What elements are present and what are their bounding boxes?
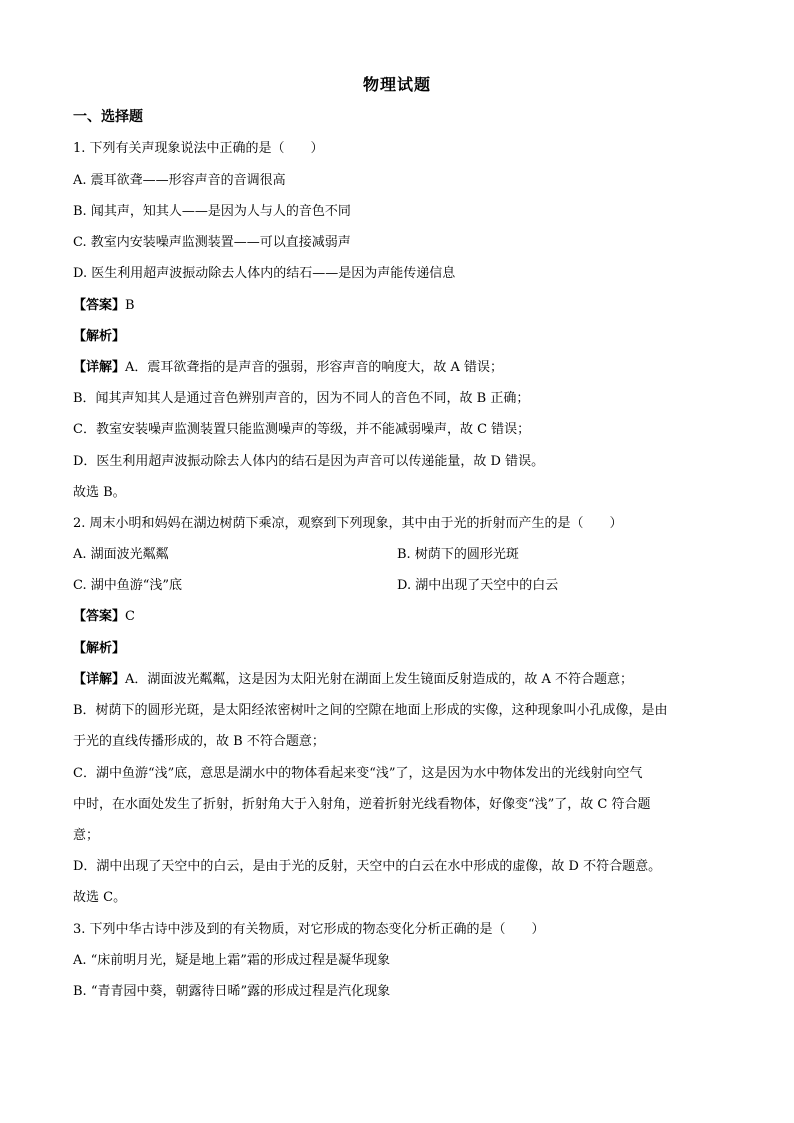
q2-analysis-label: 【解析】 bbox=[73, 641, 126, 656]
q1-answer-line bbox=[73, 297, 135, 315]
q2-option-d: D. 湖中出现了天空中的白云 bbox=[397, 578, 559, 593]
detail-label: 【详解】 bbox=[73, 672, 126, 687]
q1-option-c: C. 教室内安装噪声监测装置——可以直接减弱声 bbox=[73, 235, 351, 250]
q1-detail-d: D．医生利用超声波振动除去人体内的结石是因为声音可以传递能量，故 D 错误。 bbox=[73, 454, 545, 469]
q2-option-c: C. 湖中鱼游“浅”底 bbox=[73, 578, 183, 593]
q2-detail-c2: 中时，在水面处发生了折射，折射角大于入射角，逆着折射光线看物体，好像变“浅”了，故 C 符合题 bbox=[73, 797, 651, 812]
q2-detail-b2: 于光的直线传播形成的，故 B 不符合题意； bbox=[73, 734, 325, 749]
q2-stem: 2. 周末小明和妈妈在湖边树荫下乘凉，观察到下列现象，其中由于光的折射而产生的是（ ） bbox=[73, 516, 623, 531]
q2-answer-line bbox=[73, 608, 135, 626]
q2-detail-b1: B．树荫下的圆形光斑，是太阳经浓密树叶之间的空隙在地面上形成的实像，这种现象叫小孔成像，是由 bbox=[73, 703, 668, 718]
q1-detail-b: B．闻其声知其人是通过音色辨别声音的，因为不同人的音色不同，故 B 正确； bbox=[73, 391, 530, 406]
section-heading: 一、选择题 bbox=[73, 109, 143, 125]
q1-analysis-label: 【解析】 bbox=[73, 329, 126, 344]
q2-detail-c1: C．湖中鱼游“浅”底，意思是湖水中的物体看起来变“浅”了，这是因为水中物体发出的光线射向空气 bbox=[73, 766, 643, 781]
q1-detail-a bbox=[73, 359, 503, 377]
q1-answer: B bbox=[125, 298, 135, 313]
q1-option-a: A. 震耳欲聋——形容声音的音调很高 bbox=[73, 173, 286, 188]
q2-option-b: B. 树荫下的圆形光斑 bbox=[397, 547, 519, 562]
answer-label: 【答案】 bbox=[73, 609, 126, 624]
q2-option-a: A. 湖面波光粼粼 bbox=[73, 547, 169, 562]
answer-label: 【答案】 bbox=[73, 298, 126, 313]
q3-option-b: B. “青青园中葵，朝露待日晞”露的形成过程是汽化现象 bbox=[73, 984, 391, 999]
q1-stem: 1. 下列有关声现象说法中正确的是（ ） bbox=[73, 141, 324, 156]
q1-detail-a-text: A．震耳欲聋指的是声音的强弱，形容声音的响度大，故 A 错误； bbox=[125, 360, 504, 375]
q2-answer: C bbox=[125, 609, 135, 624]
page-title: 物理试题 bbox=[362, 75, 431, 94]
q2-conclusion: 故选 C。 bbox=[73, 890, 127, 905]
q2-detail-c3: 意； bbox=[73, 828, 100, 843]
q1-conclusion: 故选 B。 bbox=[73, 485, 126, 500]
q3-option-a: A. “床前明月光，疑是地上霜”霜的形成过程是凝华现象 bbox=[73, 953, 390, 968]
q3-stem: 3. 下列中华古诗中涉及到的有关物质，对它形成的物态变化分析正确的是（ ） bbox=[73, 922, 545, 937]
q2-detail-d: D．湖中出现了天空中的白云，是由于光的反射，天空中的白云在水中形成的虚像，故 D 不符合题意。 bbox=[73, 859, 662, 874]
q2-detail-a bbox=[73, 671, 633, 689]
q1-option-b: B. 闻其声，知其人——是因为人与人的音色不同 bbox=[73, 204, 351, 219]
q2-detail-a-text: A．湖面波光粼粼，这是因为太阳光射在湖面上发生镜面反射造成的，故 A 不符合题意； bbox=[125, 672, 634, 687]
detail-label: 【详解】 bbox=[73, 360, 126, 375]
q1-option-d: D. 医生利用超声波振动除去人体内的结石——是因为声能传递信息 bbox=[73, 266, 456, 281]
q1-detail-c: C．教室安装噪声监测装置只能监测噪声的等级，并不能减弱噪声，故 C 错误； bbox=[73, 422, 531, 437]
